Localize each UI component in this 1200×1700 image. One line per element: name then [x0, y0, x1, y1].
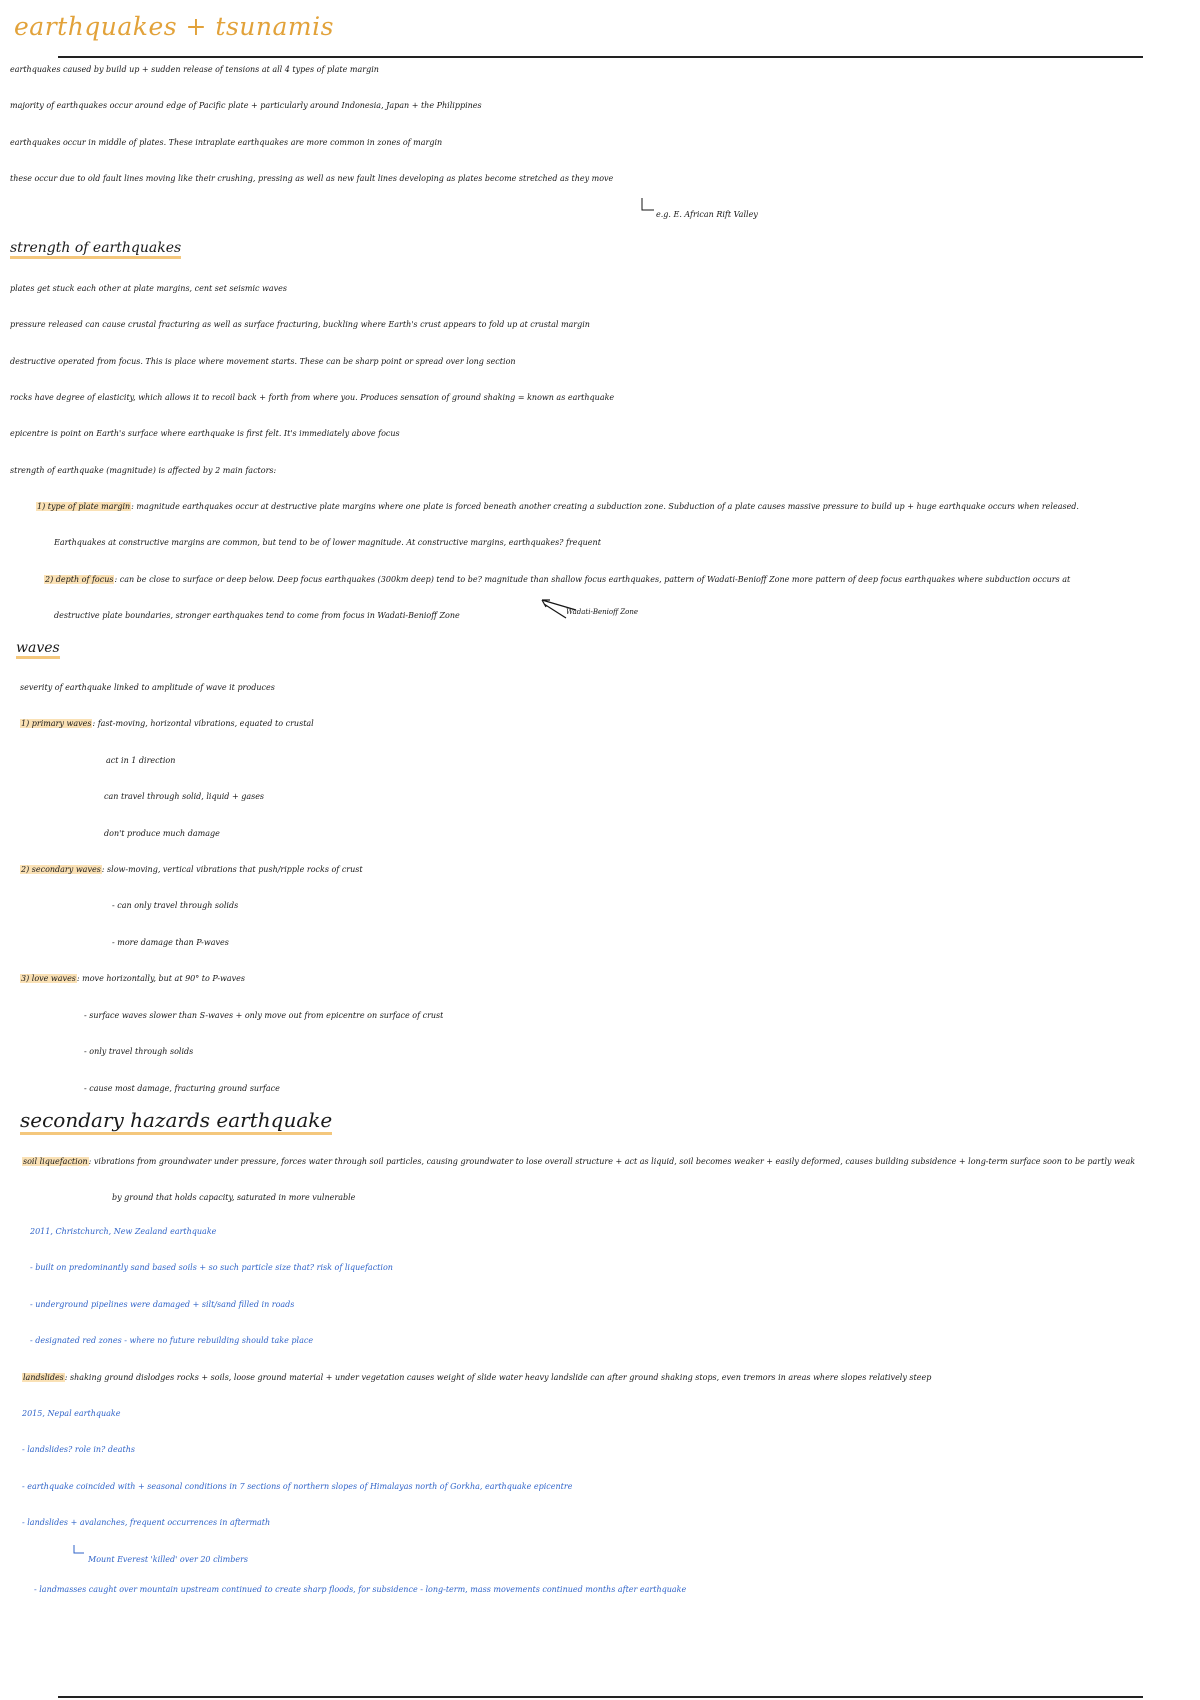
factor-text: : can be close to surface or deep below. Deep focus earthquakes (300km deep) tend to be? magnitude than shallow focus earthquakes, pattern of Wadati-Benioff Zone more pattern of deep focus earthquakes where subduction occurs at [114, 575, 1071, 584]
case-study-subpoint: Mount Everest 'killed' over 20 climbers [88, 1555, 249, 1564]
corner-arrow-icon [72, 1544, 88, 1558]
wave-text: : slow-moving, vertical vibrations that push/ripple rocks of crust [101, 865, 363, 874]
section-heading-waves [16, 640, 60, 656]
hazard-label: landslides [23, 1373, 64, 1382]
factor-label: 2) depth of focus [45, 575, 114, 584]
hazard-line [22, 1156, 1196, 1168]
hazard-continuation: by ground that holds capacity, saturated in more vulnerable [112, 1193, 356, 1202]
case-study-point: - designated red zones - where no future rebuilding should take place [30, 1336, 314, 1345]
page-title: earthquakes + tsunamis [14, 12, 334, 41]
wave-item [20, 718, 314, 730]
body-line: rocks have degree of elasticity, which allows it to recoil back + forth from where you. Produces sensation of ground shaking = known as earthquake [10, 393, 615, 402]
intro-note: e.g. E. African Rift Valley [656, 210, 758, 219]
intro-line: earthquakes caused by build up + sudden release of tensions at all 4 types of plate margin [10, 65, 379, 74]
intro-line: majority of earthquakes occur around edge of Pacific plate + particularly around Indonesia, Japan + the Philippines [10, 101, 482, 110]
wave-subitem: act in 1 direction [106, 756, 176, 765]
factor-text: : magnitude earthquakes occur at destructive plate margins where one plate is forced beneath another creating a subduction zone. Subduction of a plate causes massive pressure to build up + huge earthquake occurs when released. [131, 502, 1079, 511]
body-line: plates get stuck each other at plate margins, cent set seismic waves [10, 284, 288, 293]
factor-note: Wadati-Benioff Zone [566, 608, 638, 616]
hazard-line [22, 1372, 1196, 1384]
body-line: pressure released can cause crustal fracturing as well as surface fracturing, buckling where Earth's crust appears to fold up at crustal margin [10, 320, 590, 329]
factor-line [36, 501, 1196, 513]
wave-item [20, 864, 363, 876]
hazard-label: soil liquefaction [23, 1157, 88, 1166]
case-study-point: - landslides? role in? deaths [22, 1445, 135, 1454]
section-heading-secondary-hazards [20, 1108, 332, 1132]
hazard-text: : vibrations from groundwater under pressure, forces water through soil particles, causing groundwater to lose overall structure + act as liquid, soil becomes weaker + easily deformed, causes building subsidence + long-term surface soon to be partly weak [88, 1157, 1136, 1166]
factor-continuation: Earthquakes at constructive margins are common, but tend to be of lower magnitude. At constructive margins, earthquakes? frequent [54, 538, 601, 547]
body-line: destructive operated from focus. This is place where movement starts. These can be sharp point or spread over long section [10, 357, 516, 366]
case-study-point: - landmasses caught over mountain upstream continued to create sharp floods, for subsidence - long-term, mass movements continued months after earthquake [34, 1585, 687, 1594]
body-line: strength of earthquake (magnitude) is affected by 2 main factors: [10, 466, 277, 475]
body-line: severity of earthquake linked to amplitude of wave it produces [20, 683, 275, 692]
factor-line [44, 574, 1194, 586]
case-study-point: - landslides + avalanches, frequent occurrences in aftermath [22, 1518, 271, 1527]
case-study-point: - underground pipelines were damaged + silt/sand filled in roads [30, 1300, 295, 1309]
title-divider [58, 56, 1143, 58]
wave-subitem: don't produce much damage [104, 829, 220, 838]
wave-subitem: - surface waves slower than S-waves + only move out from epicentre on surface of crust [84, 1011, 444, 1020]
case-study-point: - built on predominantly sand based soils + so such particle size that? risk of liquefaction [30, 1263, 393, 1272]
body-line: epicentre is point on Earth's surface where earthquake is first felt. It's immediately above focus [10, 429, 400, 438]
case-study-title: 2011, Christchurch, New Zealand earthquake [30, 1227, 217, 1236]
heading-text: waves [16, 640, 60, 659]
wave-subitem: - cause most damage, fracturing ground surface [84, 1084, 280, 1093]
wave-subitem: - more damage than P-waves [112, 938, 229, 947]
wave-text: : move horizontally, but at 90° to P-waves [76, 974, 246, 983]
factor-label: 1) type of plate margin [37, 502, 131, 511]
wave-subitem: can travel through solid, liquid + gases [104, 792, 265, 801]
footer-divider [58, 1696, 1143, 1698]
wave-item [20, 973, 245, 985]
case-study-title: 2015, Nepal earthquake [22, 1409, 121, 1418]
wave-subitem: - can only travel through solids [112, 901, 239, 910]
wave-label: 3) love waves [21, 974, 76, 983]
intro-line: earthquakes occur in middle of plates. These intraplate earthquakes are more common in zones of margin [10, 138, 443, 147]
wave-label: 1) primary waves [21, 719, 92, 728]
intro-line: these occur due to old fault lines moving like their crushing, pressing as well as new fault lines developing as plates become stretched as they move [10, 174, 614, 183]
hazard-text: : shaking ground dislodges rocks + soils, loose ground material + under vegetation causes weight of slide water heavy landslide can after ground shaking stops, even tremors in areas where slopes relatively steep [64, 1373, 932, 1382]
wave-label: 2) secondary waves [21, 865, 101, 874]
wave-subitem: - only travel through solids [84, 1047, 194, 1056]
heading-text: strength of earthquakes [10, 240, 181, 259]
factor-continuation: destructive plate boundaries, stronger earthquakes tend to come from focus in Wadati-Benioff Zone [54, 611, 460, 620]
heading-text: secondary hazards earthquake [20, 1108, 332, 1135]
wave-text: : fast-moving, horizontal vibrations, equated to crustal [92, 719, 314, 728]
section-heading-strength [10, 240, 181, 256]
case-study-point: - earthquake coincided with + seasonal conditions in 7 sections of northern slopes of Himalayas north of Gorkha, earthquake epicentre [22, 1482, 573, 1491]
